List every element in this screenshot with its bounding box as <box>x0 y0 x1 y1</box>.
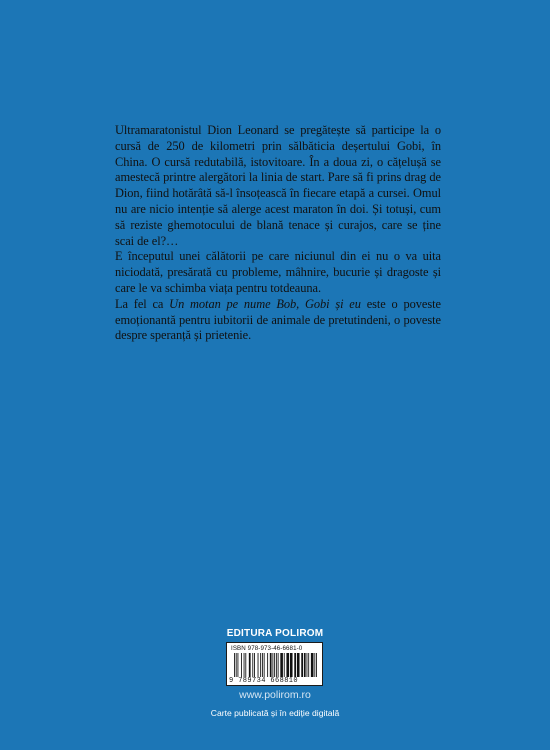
publisher-website: www.polirom.ro <box>239 689 311 701</box>
barcode-bar <box>237 653 238 677</box>
barcode-bar <box>270 653 272 677</box>
barcode-bar <box>286 653 289 677</box>
barcode-bar <box>252 653 253 677</box>
barcode-bar <box>308 653 309 677</box>
barcode-bar <box>267 653 268 677</box>
barcode-bar <box>307 653 308 677</box>
blurb-paragraph-1: Ultramaratonistul Dion Leonard se pregătește să participe la o cursă de 250 de kilometri prin sălbăticia deșertului Gobi, în China. O cursă redutabilă, istovitoare. În a doua zi, o cățelușă se amestecă printre alergători la linia de start. Pare să fi prins drag de Dion, fiind hotărâtă să-l însoțească în fiecare etapă a cursei. Omul nu are nicio intenție să alerge acest maraton în doi. Și totuși, cum să reziste ghemotocului de blană tenace și curajos, care se ține scai de el?… <box>115 123 441 248</box>
barcode-digits: 9 789734 668810 <box>229 677 299 685</box>
barcode-bar <box>311 653 314 677</box>
barcode-bar <box>314 653 315 677</box>
barcode-bar <box>264 653 265 677</box>
isbn-number: ISBN 978-973-46-6681-0 <box>231 645 303 652</box>
barcode-bar <box>274 653 275 677</box>
barcode-bar <box>276 653 277 677</box>
barcode-bar <box>254 653 255 677</box>
barcode-bar <box>297 653 300 677</box>
blurb-paragraph-2: E începutul unei călătorii pe care niciunul din ei nu o va uita niciodată, presărată cu probleme, mâhnire, bucurie și dragoste și care le va schimba viața pentru totdeauna. <box>115 249 441 295</box>
barcode-bar <box>280 653 283 677</box>
blurb-paragraph-3 <box>115 297 441 344</box>
barcode-bar <box>290 653 293 677</box>
barcode-bar <box>262 653 263 677</box>
barcode-bar <box>258 653 259 677</box>
barcode-bar <box>284 653 285 677</box>
barcode-bar <box>236 653 237 677</box>
publisher-name: EDITURA POLIROM <box>226 628 324 639</box>
digital-edition-note: Carte publicată și în ediție digitală <box>210 708 340 718</box>
blurb-paragraph-3-before: La fel ca <box>115 296 170 311</box>
barcode-bar <box>301 653 303 677</box>
barcode-bar <box>244 653 245 677</box>
barcode-bar <box>234 653 235 677</box>
barcode-bar <box>272 653 273 677</box>
barcode-bar <box>241 653 242 677</box>
barcode-bar <box>304 653 306 677</box>
isbn-barcode <box>226 642 323 686</box>
barcode-bar <box>245 653 246 677</box>
barcode-bar <box>260 653 261 677</box>
barcode-bar <box>316 653 317 677</box>
barcode-bar <box>278 653 279 677</box>
barcode-bar <box>249 653 251 677</box>
blurb-paragraph-3-after: este o poveste emoționantă pentru iubitorii de animale de pretutindeni, o poveste despre speranță și prietenie. <box>115 296 441 343</box>
barcode-bar <box>294 653 296 677</box>
barcode-bars <box>234 653 317 677</box>
book-blurb <box>115 123 441 344</box>
referenced-book-title: Un motan pe nume Bob, Gobi și eu <box>169 296 361 311</box>
